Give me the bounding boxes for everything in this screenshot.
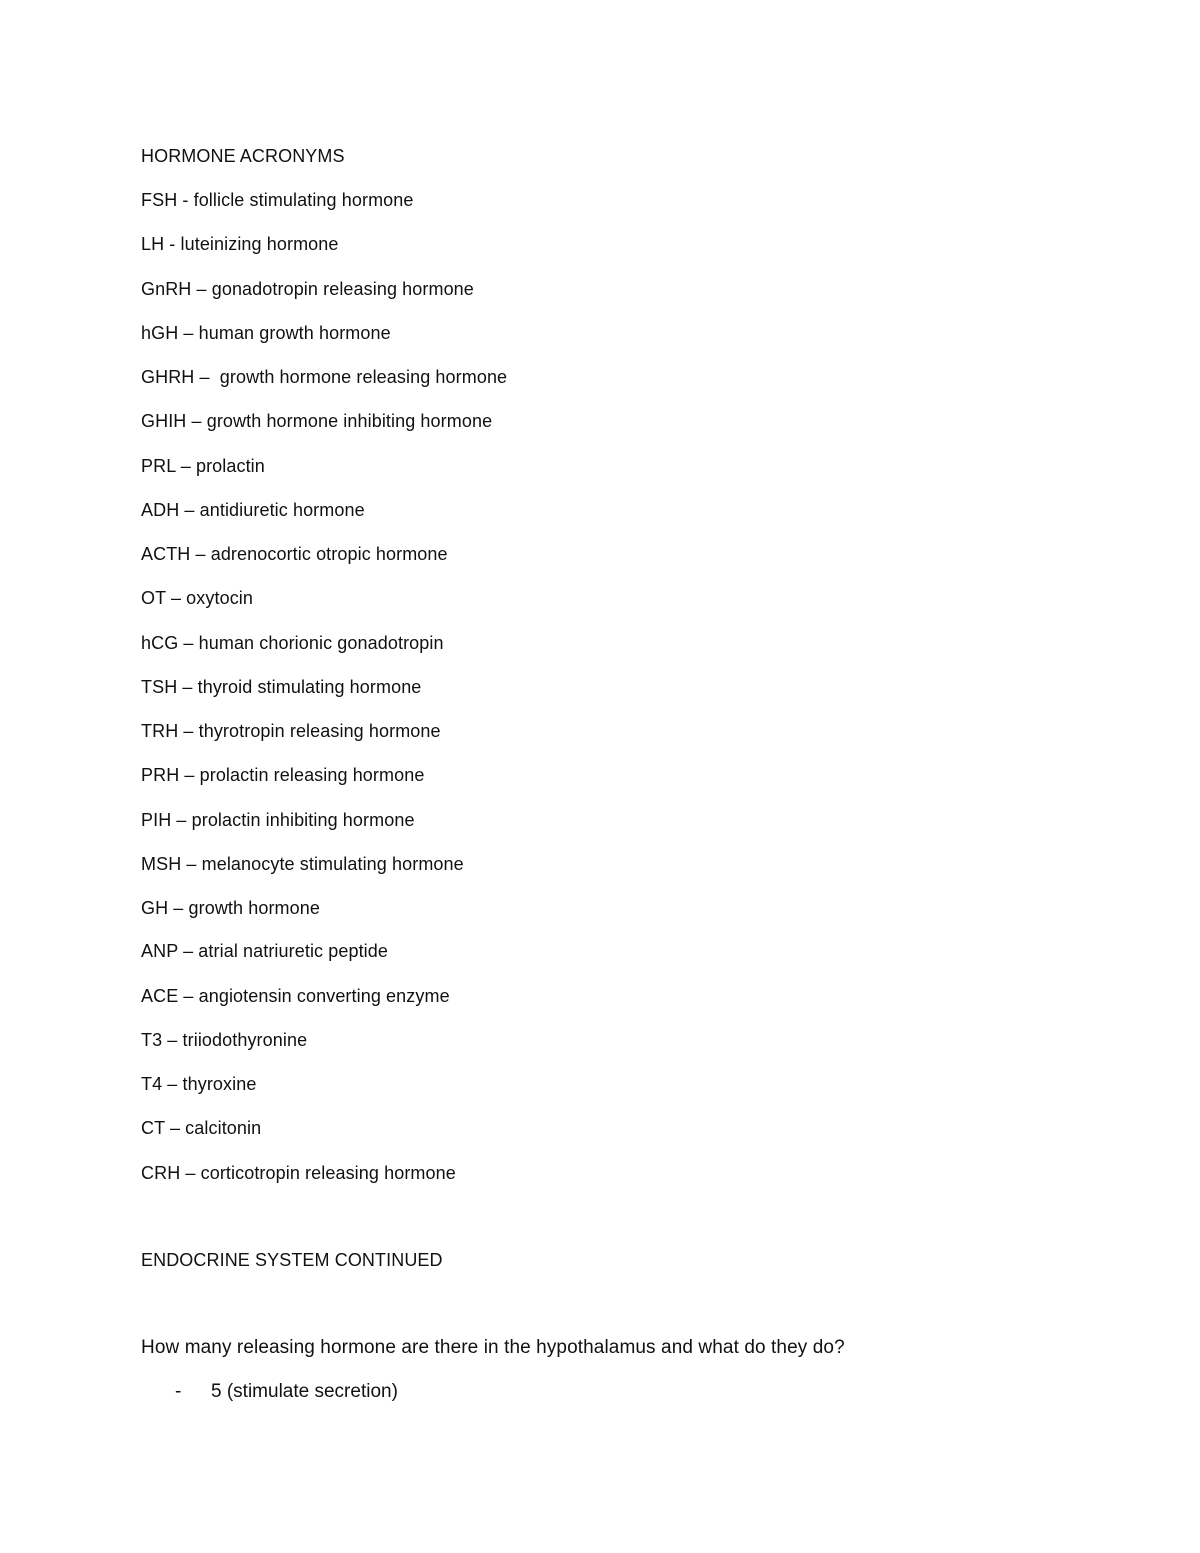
acronym-line: PRL – prolactin — [141, 456, 265, 476]
acronym-line: T4 – thyroxine — [141, 1074, 257, 1094]
acronym-line: GHIH – growth hormone inhibiting hormone — [141, 411, 493, 431]
bullet-dash: - — [175, 1381, 182, 1402]
acronym-line: PIH – prolactin inhibiting hormone — [141, 810, 415, 830]
acronym-line: T3 – triiodothyronine — [141, 1030, 308, 1050]
acronym-line: MSH – melanocyte stimulating hormone — [141, 854, 464, 874]
question-text: How many releasing hormone are there in the hypothalamus and what do they do? — [141, 1337, 845, 1358]
answer-text: 5 (stimulate secretion) — [211, 1381, 398, 1402]
acronym-line: TSH – thyroid stimulating hormone — [141, 677, 422, 697]
acronym-line: CRH – corticotropin releasing hormone — [141, 1163, 456, 1183]
acronym-line: ANP – atrial natriuretic peptide — [141, 941, 388, 961]
acronym-line: hGH – human growth hormone — [141, 323, 391, 343]
acronym-line: TRH – thyrotropin releasing hormone — [141, 721, 441, 741]
acronym-line: OT – oxytocin — [141, 588, 254, 608]
page-heading: HORMONE ACRONYMS — [141, 146, 345, 166]
acronym-line: GHRH – growth hormone releasing hormone — [141, 367, 508, 387]
acronym-line: ADH – antidiuretic hormone — [141, 500, 365, 520]
acronym-line: ACTH – adrenocortic otropic hormone — [141, 544, 448, 564]
acronym-line: CT – calcitonin — [141, 1118, 262, 1138]
acronym-line: LH - luteinizing hormone — [141, 234, 339, 254]
acronym-line: FSH - follicle stimulating hormone — [141, 190, 414, 210]
section-heading: ENDOCRINE SYSTEM CONTINUED — [141, 1250, 443, 1270]
acronym-line: GnRH – gonadotropin releasing hormone — [141, 279, 474, 299]
acronym-line: GH – growth hormone — [141, 898, 320, 918]
acronym-line: PRH – prolactin releasing hormone — [141, 765, 425, 785]
acronym-line: hCG – human chorionic gonadotropin — [141, 633, 444, 653]
acronym-line: ACE – angiotensin converting enzyme — [141, 986, 450, 1006]
